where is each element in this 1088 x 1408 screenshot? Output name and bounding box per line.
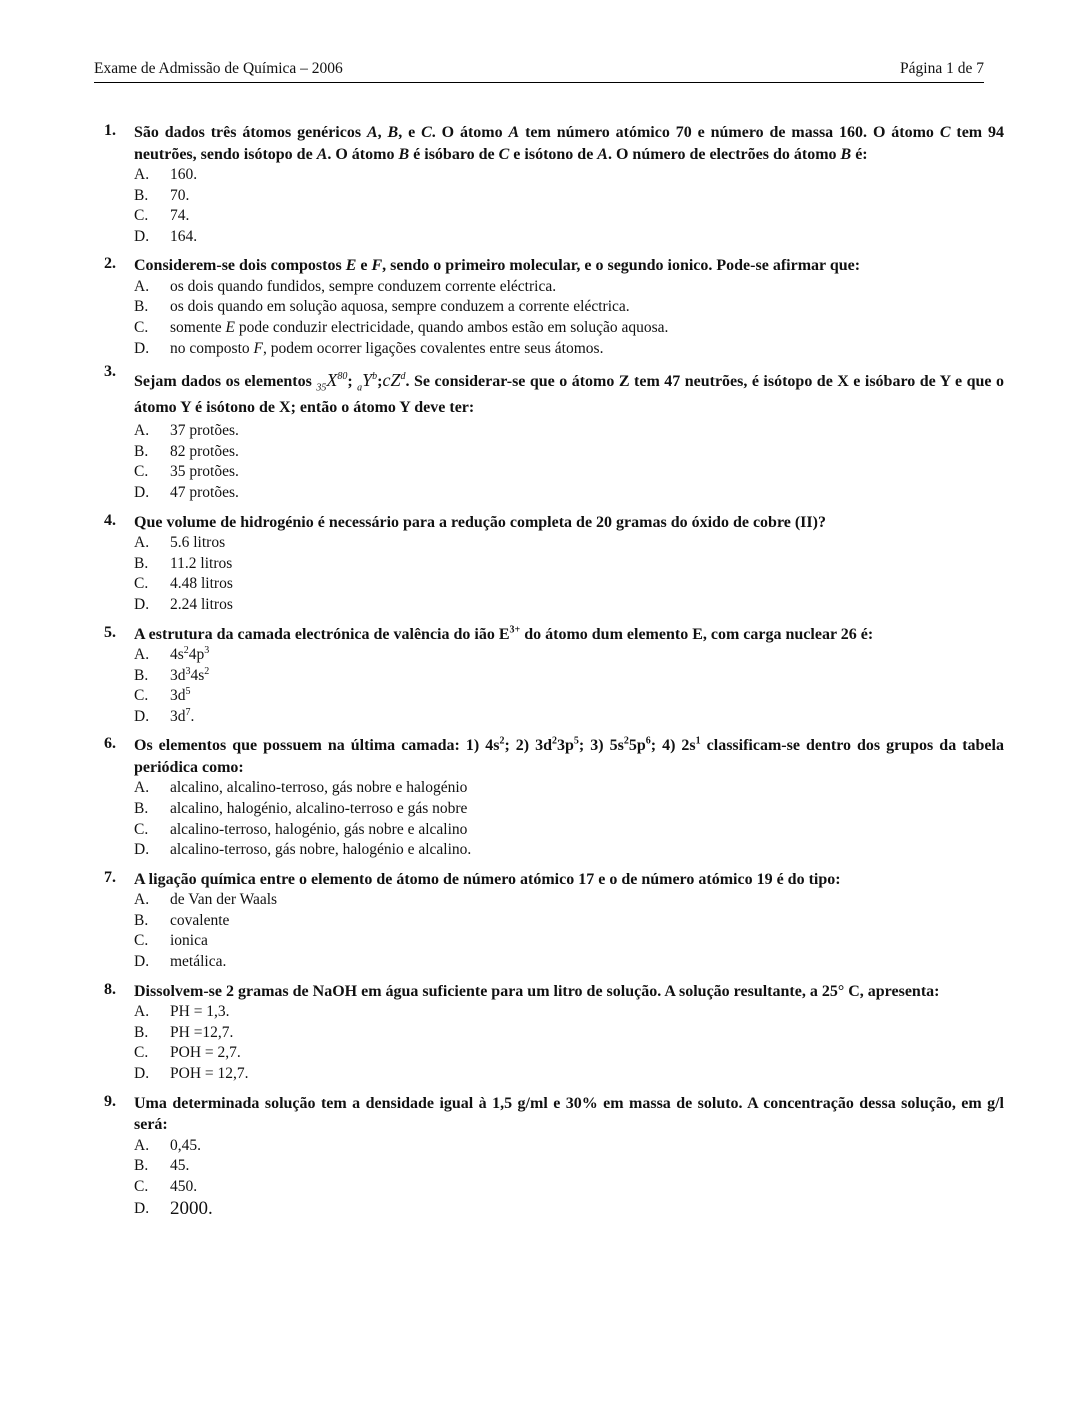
option-c: C. POH = 2,7. xyxy=(134,1044,241,1062)
option-c: C. alcalino-terroso, halogénio, gás nobre e alcalino xyxy=(134,820,468,838)
option-a: A. 5.6 litros xyxy=(134,534,226,552)
question-text: Dissolvem-se 2 gramas de NaOH em água suficiente para um litro de solução. A solução resultante, a 25° C, apresenta: xyxy=(134,982,940,1000)
option-a: A. PH = 1,3. xyxy=(134,1003,230,1021)
question-number: 7. xyxy=(104,868,116,886)
question-1 xyxy=(104,122,1004,247)
question-text: Os elementos que possuem na última camada: 1) $4s^2$; 2) $3d^23p^5$; 3) $5s^25p^6$; 4) $2s^1$ classificam-se dentro dos grupos da tabela periódica como: xyxy=(134,736,1004,776)
question-5 xyxy=(104,624,1004,728)
exam-title: Exame de Admissão de Química – 2006 xyxy=(94,60,343,77)
question-3 xyxy=(104,363,1005,503)
element-formula: $_{35}X^{80}$; $_aY^b;cZ^d$ xyxy=(316,370,406,394)
option-c: C. 450. xyxy=(134,1177,198,1195)
question-number: 6. xyxy=(104,735,116,753)
option-c: C. 4.48 litros xyxy=(134,575,233,593)
question-number: 1. xyxy=(104,122,116,139)
question-list xyxy=(104,122,1004,1228)
question-text: Uma determinada solução tem a densidade igual à 1,5 g/ml e 30% em massa de soluto. A concentração dessa solução, em g/l será: xyxy=(134,1094,1004,1133)
option-c: C. $3d^5$ xyxy=(134,686,191,705)
option-d: D. 2000. xyxy=(134,1198,213,1220)
question-text: A estrutura da camada electrónica de valência do ião $E^{3+}$ do átomo dum elemento E, com carga nuclear 26 é: xyxy=(134,624,874,643)
question-text: Sejam dados os elementos $_{35}X^{80}$; $_aY^b;cZ^d$. Se considerar-se que o átomo Z tem 47 neutrões, é isótopo de X e isóbaro de Y e que o átomo Y é isótono de X; então o átomo Y deve ter: xyxy=(134,370,1005,417)
question-number: 5. xyxy=(104,623,116,641)
option-a: A. os dois quando fundidos, sempre conduzem corrente eléctrica. xyxy=(134,277,557,295)
question-text: São dados três átomos genéricos A, B, e C. O átomo A tem número atómico 70 e número de massa 160. O átomo C tem 94 neutrões, sendo isótopo de A. O átomo B é isóbaro de C e isótono de A. O número de electrões do átomo B é: xyxy=(134,124,1005,163)
option-d: D. 164. xyxy=(134,227,198,245)
question-4 xyxy=(104,512,1004,616)
question-number: 8. xyxy=(104,980,116,998)
option-d: D. no composto F, podem ocorrer ligações covalentes entre seus átomos. xyxy=(134,339,604,357)
question-number: 4. xyxy=(104,511,116,529)
option-a: A. $4s^24p^3$ xyxy=(134,644,210,663)
option-b: B. 70. xyxy=(134,186,190,204)
option-d: D. $3d^7$. xyxy=(134,706,195,725)
option-c: C. 35 protões. xyxy=(134,463,239,481)
option-a: A. 0,45. xyxy=(134,1136,201,1154)
question-number: 3. xyxy=(104,363,116,381)
question-number: 9. xyxy=(104,1092,116,1110)
question-6 xyxy=(104,735,1004,860)
option-d: D. alcalino-terroso, gás nobre, halogénio e alcalino. xyxy=(134,841,472,859)
question-text: Considerem-se dois compostos E e F, sendo o primeiro molecular, e o segundo ionico. Pode-se afirmar que: xyxy=(134,257,861,275)
option-c: C. somente E pode conduzir electricidade, quando ambos estão em solução aquosa. xyxy=(134,319,669,337)
option-b: B. covalente xyxy=(134,911,230,929)
question-text: A ligação química entre o elemento de átomo de número atómico 17 e o de número atómico 19 é do tipo: xyxy=(134,870,841,888)
option-d: D. metálica. xyxy=(134,953,227,971)
option-a: A. 37 protões. xyxy=(134,422,239,440)
option-b: B. alcalino, halogénio, alcalino-terroso e gás nobre xyxy=(134,799,468,817)
question-7 xyxy=(104,869,1004,973)
question-9 xyxy=(104,1093,1004,1220)
question-number: 2. xyxy=(104,255,116,273)
option-d: D. 2.24 litros xyxy=(134,595,233,613)
option-b: B. 82 protões. xyxy=(134,442,239,460)
option-c: C. ionica xyxy=(134,932,208,950)
option-b: B. PH =12,7. xyxy=(134,1023,234,1041)
option-d: D. 47 protões. xyxy=(134,484,239,502)
option-d: D. POH = 12,7. xyxy=(134,1064,249,1082)
question-text: Que volume de hidrogénio é necessário para a redução completa de 20 gramas do óxido de cobre (II)? xyxy=(134,513,826,531)
page-indicator: Página 1 de 7 xyxy=(900,60,984,77)
option-a: A. alcalino, alcalino-terroso, gás nobre e halogénio xyxy=(134,779,468,797)
question-8 xyxy=(104,981,1004,1085)
question-2 xyxy=(104,255,1004,359)
option-a: A. 160. xyxy=(134,166,198,183)
option-a: A. de Van der Waals xyxy=(134,891,278,909)
option-b: B. 45. xyxy=(134,1157,190,1175)
option-c: C. 74. xyxy=(134,207,190,225)
option-b: B. 11.2 litros xyxy=(134,554,233,572)
option-b: B. os dois quando em solução aquosa, sempre conduzem a corrente eléctrica. xyxy=(134,298,630,316)
page-header xyxy=(94,60,984,83)
option-b: B. $3d^34s^2$ xyxy=(134,665,210,684)
